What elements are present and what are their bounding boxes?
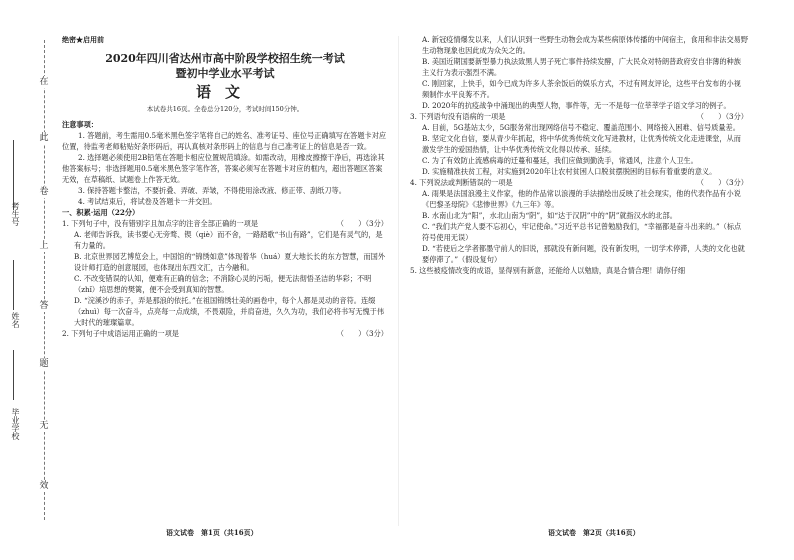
page-2: [410, 34, 748, 276]
notice-title: 注意事项：: [62, 120, 98, 129]
notice-item: 1. 答题前，考生需用0.5毫米黑色签字笔将自己的姓名、准考证号、座位号正确填写在答题卡对应位置，待监考老师粘贴好条形码后，再认真核对条形码上的信息与自己准考证上的信息是否一致。: [62, 131, 387, 151]
notice-item: 2. 选择题必须使用2B铅笔在答题卡相应位置规范填涂。如需改动，用橡皮擦擦干净后，再选涂其他答案标号；非选择题用0.5毫米黑色签字笔作答，答案必须写在答题卡对应的框内，超出答题区答案无效，在草稿纸、试题卷上作答无效。: [62, 153, 385, 184]
question-5: 5. 这些被疫情改变的成语，显得别有新意，还能给人以勉励，真是合情合理！请你仔细: [410, 266, 686, 275]
subject-title: 语文: [195, 83, 254, 101]
seal-char: 题: [37, 358, 51, 370]
seal-char: 在: [37, 76, 51, 88]
label-name: 姓名: [11, 312, 20, 328]
option: C. 不改变错误的认知，便难有正确的信念；不消除心灵的污垢，便无法彻悟圣洁的华彩；不明（zhǐ）培思想的樊篱，便不会受到真知的智慧。: [74, 274, 372, 294]
option: D. “浣溪沙的赤子，弄是那浪的依托。”在祖国锦绣壮美的画卷中，每个人都是灵动的音符。连缀（zhuì）每一次奋斗，点亮每一点成绩，不畏艰险，并肩奋进，久久为功，我们必将书写无愧于伟大时代的璀璨篇章。: [74, 296, 385, 327]
exam-title: 2020年四川省达州市高中阶段学校招生统一考试: [105, 52, 345, 65]
question-1: [62, 218, 388, 229]
seal-char: 卷: [37, 186, 51, 198]
question-4: [410, 177, 748, 188]
page-footer: 语文试卷 第2页（共16页）: [548, 528, 640, 537]
answer-bracket: （ ）（3分）: [336, 329, 388, 338]
option: D. 实施精准扶贫工程，对实施到2020年让农村贫困人口脱贫摆脱困的目标有着重要的意义。: [422, 167, 717, 176]
secret-label: 绝密★启用前: [62, 35, 104, 44]
question-3: [410, 111, 748, 122]
exam-meta: 本试卷共16页。全卷总分120分，考试时间150分钟。: [146, 105, 304, 113]
seal-line: [44, 40, 45, 520]
question-stem: 1. 下列句子中，没有错别字且加点字的注音全部正确的一项是: [62, 219, 259, 228]
seal-char: 无: [37, 420, 51, 432]
exam-subtitle: 暨初中学业水平考试: [175, 67, 275, 80]
notice-item: 4. 考试结束后，将试卷及答题卡一并交回。: [78, 197, 217, 206]
notice-item: 3. 保持答题卡整洁，不要折叠、弄破、弄皱，不得使用涂改液、修正带、刮纸刀等。: [78, 186, 346, 195]
page-divider: [398, 36, 399, 526]
option: B. 坚定文化自信，要从青少年抓起，将中华优秀传统文化写进教材，让优秀传统文化走进课堂，从而激发学生的爱国热情，让中华优秀传统文化得以传承、延续。: [422, 134, 741, 154]
option: C. 刚回家，上快手，如今已成为许多人茶余饭后的娱乐方式，不过有网友评论，这些平台发布的小视频制作水平良莠不齐。: [422, 79, 741, 99]
option: A. 新冠疫情爆发以来，人们认识到一些野生动物会成为某些病原体传播的中间宿主，食用和非法交易野生动物现象也因此成为众矢之的。: [422, 35, 749, 55]
question-2: [62, 328, 388, 339]
seal-char: 效: [37, 480, 51, 492]
option: D. “若使后之学者都墨守前人的旧说，那就没有新问题，没有新发明，一切学术停滞，人类的文化也就要停滞了。”（假设复句）: [422, 244, 745, 264]
option: A. 目前，5G基站太少，5G服务常出现网络信号不稳定、覆盖范围小、网络接入困难、信号质量差。: [422, 123, 740, 132]
binding-margin: [0, 0, 58, 560]
fill-line: [13, 140, 14, 210]
option: B. 美国近期国要新型暴力执法致黑人男子死亡事件持续发酵，广大民众对特朗普政府安自非薄的种族主义行为表示强烈不满。: [422, 57, 741, 77]
label-exam-number: 考生号: [11, 202, 20, 226]
fill-line: [13, 260, 14, 310]
seal-char: 此: [37, 132, 51, 144]
option: A. 老师告诉我，读书要心无旁骛、锲（qiè）而不舍，一路踏歌“书山有路”，它们是有灵气的，是有力量的。: [74, 230, 383, 250]
answer-bracket: （ ）（3分）: [336, 219, 388, 228]
answer-bracket: （ ）（3分）: [696, 112, 748, 121]
option: A. 雨果是法国浪漫主义作家，他的作品常以浪漫的手法描绘出反映了社会现实，他的代表作品有小说《巴黎圣母院》《悲惨世界》《九三年》等。: [422, 189, 741, 209]
section-heading: 一、积累·运用（22分）: [62, 208, 140, 217]
question-stem: 2. 下列句子中成语运用正确的一项是: [62, 329, 179, 338]
page-1: [62, 34, 388, 339]
seal-char: 上: [37, 240, 51, 252]
page-footer: 语文试卷 第1页（共16页）: [166, 528, 258, 537]
question-stem: 4. 下列说法或判断错误的一项是: [410, 178, 513, 187]
fill-line: [13, 350, 14, 400]
answer-bracket: （ ）（3分）: [696, 178, 748, 187]
label-school: 毕业学校: [11, 408, 20, 440]
option: D. 2020年的抗疫战争中涌现出的典型人物，事件等，无一不是每一位莘莘学子语文学习的例子。: [422, 101, 731, 110]
option: B. 水南山北为“阳”，水北山南为“阴”，如“达于汉阴”中的“阴”就指汉水的北部。: [422, 211, 677, 220]
option: B. 北京世界园艺博览会上，中国馆的“锦绣如意”体现着华（huá）夏大地长长的东方智慧，而国外设计师打造的创意展园，也体现出东西文汇，古今融和。: [74, 252, 386, 272]
seal-char: 答: [37, 300, 51, 312]
option: C. “我们共产党人要不忘初心，牢记使命。”习近平总书记曾勉励我们，“幸福都是奋斗出来的。”（标点符号使用无误）: [422, 222, 742, 242]
question-stem: 3. 下列语句没有语病的一项是: [410, 112, 506, 121]
option: C. 为了有效防止流感病毒的迁蔓和蔓延，我们应做到勤洗手，常通风，注意个人卫生。: [422, 156, 698, 165]
